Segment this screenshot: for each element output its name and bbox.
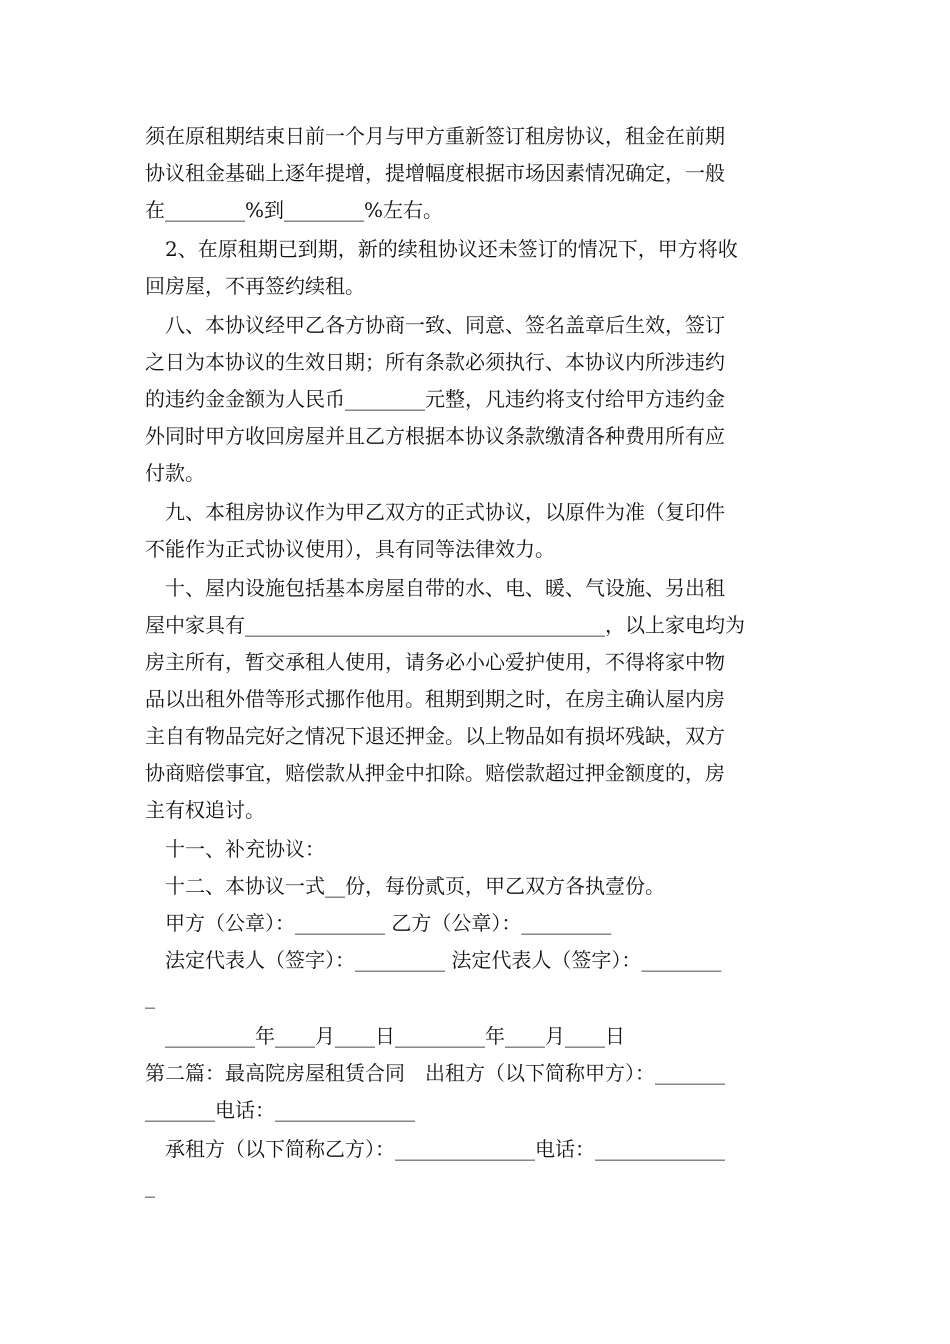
signature-line: 法定代表人（签字）：_________ 法定代表人（签字）：________ [165, 948, 722, 972]
section-heading: 第二篇：最高院房屋租赁合同 出租方（以下简称甲方）：_______ [145, 1061, 725, 1085]
text-line: 之日为本协议的生效日期；所有条款必须执行、本协议内所涉违约 [145, 350, 725, 374]
signature-line: 甲方（公章）：_________ 乙方（公章）：_________ [165, 911, 612, 935]
text-line: 2、在原租期已到期，新的续租协议还未签订的情况下，甲方将收 [165, 237, 738, 261]
text-line: 回房屋，不再签约续租。 [145, 274, 365, 298]
text-line: 十二、本协议一式__份，每份贰页，甲乙双方各执壹份。 [165, 874, 665, 898]
text-line: 外同时甲方收回房屋并且乙方根据本协议条款缴清各种费用所有应 [145, 424, 725, 448]
document-body [145, 118, 810, 1205]
text-line: 房主所有，暂交承租人使用，请务必小心爱护使用，不得将家中物 [145, 650, 725, 674]
text-line: 十一、补充协议： [165, 837, 325, 861]
text-line: 主自有物品完好之情况下退还押金。以上物品如有损坏残缺，双方 [145, 724, 725, 748]
text-line: _ [145, 1174, 155, 1198]
text-line: 不能作为正式协议使用），具有同等法律效力。 [145, 537, 555, 561]
date-line: _________年____月____日_________年____月____日 [165, 1024, 625, 1048]
text-line: 须在原租期结束日前一个月与甲方重新签订租房协议，租金在前期 [145, 124, 725, 148]
text-line: _______电话：______________ [145, 1098, 415, 1122]
text-line: 在________%到________%左右。 [145, 198, 444, 222]
text-line: 协商赔偿事宜，赔偿款从押金中扣除。赔偿款超过押金额度的，房 [145, 761, 725, 785]
text-line: 九、本租房协议作为甲乙双方的正式协议，以原件为准（复印件 [165, 500, 725, 524]
text-line: 承租方（以下简称乙方）：______________电话：_____________ [165, 1137, 725, 1161]
text-line: 十、屋内设施包括基本房屋自带的水、电、暖、气设施、另出租 [165, 576, 725, 600]
text-line: 屋中家具有____________________________________，以上家电均为 [145, 613, 745, 637]
text-line: 品以出租外借等形式挪作他用。租期到期之时，在房主确认屋内房 [145, 687, 725, 711]
text-line: 的违约金金额为人民币________元整，凡违约将支付给甲方违约金 [145, 387, 725, 411]
text-line: _ [145, 985, 155, 1009]
text-line: 八、本协议经甲乙各方协商一致、同意、签名盖章后生效，签订 [165, 313, 725, 337]
text-line: 主有权追讨。 [145, 798, 265, 822]
text-line: 付款。 [145, 461, 205, 485]
text-line: 协议租金基础上逐年提增，提增幅度根据市场因素情况确定，一般 [145, 161, 725, 185]
